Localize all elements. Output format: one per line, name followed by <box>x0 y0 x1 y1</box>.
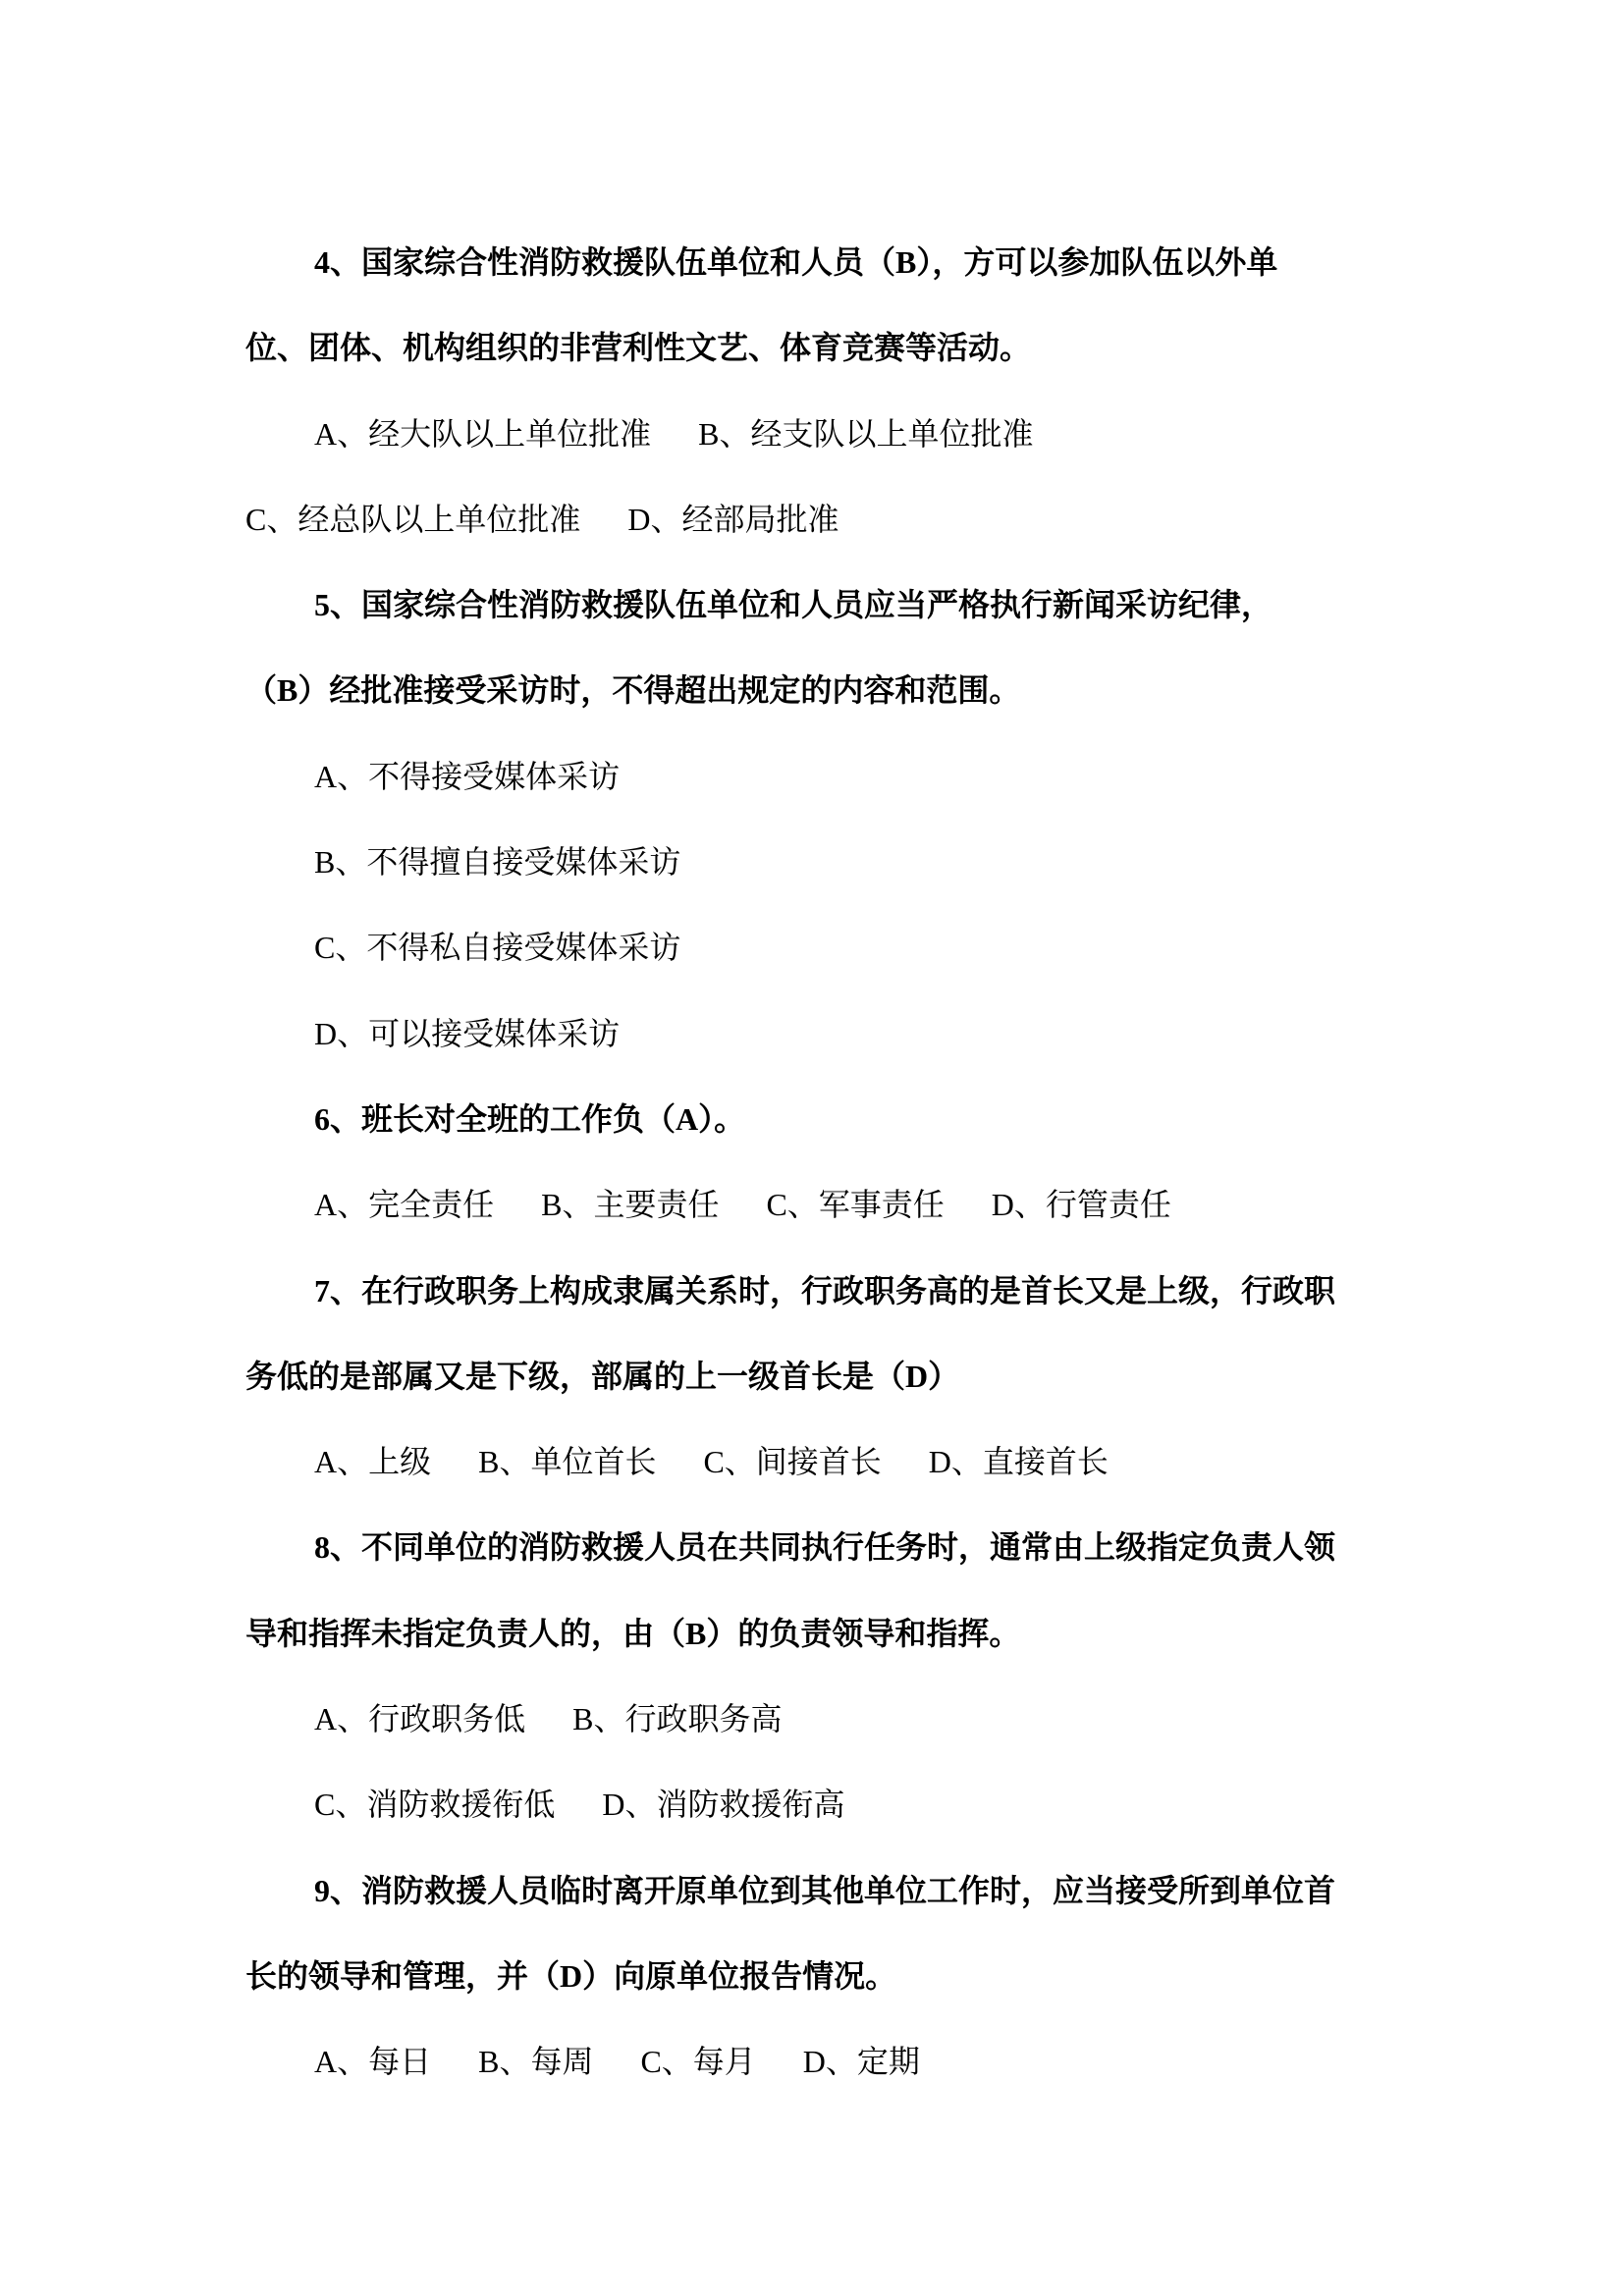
question-4-stem-cont: 位、团体、机构组织的非营利性文艺、体育竞赛等活动。 <box>245 330 1032 366</box>
question-4-options: C、经总队以上单位批准 D、经部局批准 <box>245 501 839 537</box>
question-8-options: A、行政职务低 B、行政职务高 <box>314 1701 783 1737</box>
question-9-options: A、每日 B、每周 C、每月 D、定期 <box>314 2044 920 2080</box>
question-7-stem: 7、在行政职务上构成隶属关系时，行政职务高的是首长又是上级，行政职 <box>314 1272 1336 1308</box>
question-6-stem: 6、班长对全班的工作负（A）。 <box>314 1100 746 1137</box>
question-7-stem-cont: 务低的是部属又是下级，部属的上一级首长是（D） <box>245 1358 960 1394</box>
question-8-stem: 8、不同单位的消防救援人员在共同执行任务时，通常由上级指定负责人领 <box>314 1529 1336 1566</box>
question-8-options: C、消防救援衔低 D、消防救援衔高 <box>314 1787 845 1823</box>
question-9-stem: 9、消防救援人员临时离开原单位到其他单位工作时，应当接受所到单位首 <box>314 1872 1336 1908</box>
document-body <box>0 220 1623 2106</box>
question-9-stem-cont: 长的领导和管理，并（D）向原单位报告情况。 <box>245 1957 897 1994</box>
question-6-options: A、完全责任 B、主要责任 C、军事责任 D、行管责任 <box>314 1187 1171 1223</box>
question-8-stem-cont: 导和指挥未指定负责人的，由（B）的负责领导和指挥。 <box>245 1615 1021 1651</box>
question-4-stem: 4、国家综合性消防救援队伍单位和人员（B），方可以参加队伍以外单 <box>314 244 1278 280</box>
question-4-options: A、经大队以上单位批准 B、经支队以上单位批准 <box>314 415 1034 452</box>
question-5-option-d: D、可以接受媒体采访 <box>314 1015 621 1051</box>
question-5-option-c: C、不得私自接受媒体采访 <box>314 930 681 966</box>
question-5-option-b: B、不得擅自接受媒体采访 <box>314 844 681 881</box>
question-5-stem-cont: （B）经批准接受采访时，不得超出规定的内容和范围。 <box>245 672 1021 709</box>
question-5-option-a: A、不得接受媒体采访 <box>314 758 621 794</box>
question-7-options: A、上级 B、单位首长 C、间接首长 D、直接首长 <box>314 1444 1109 1480</box>
question-5-stem: 5、国家综合性消防救援队伍单位和人员应当严格执行新闻采访纪律， <box>314 587 1273 623</box>
